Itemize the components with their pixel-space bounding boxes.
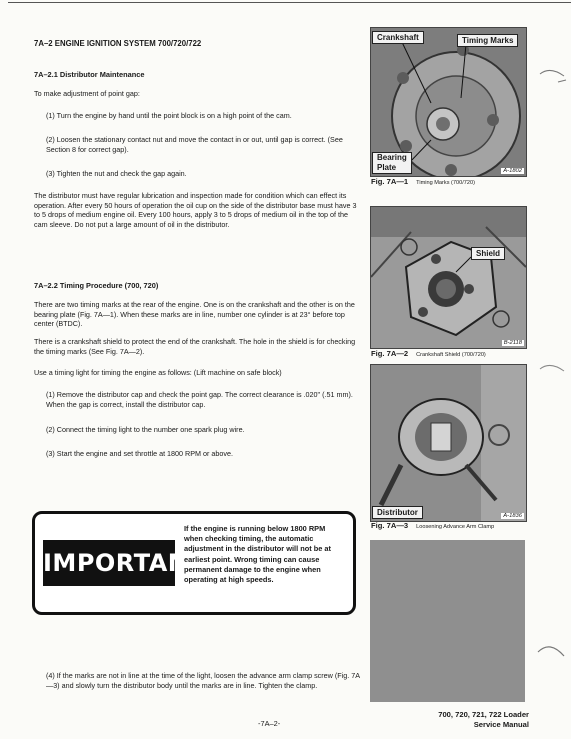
timing-step-3: (3) Start the engine and set throttle at 1800 RPM or above. bbox=[46, 449, 233, 458]
important-notice-box bbox=[32, 511, 356, 615]
paragraph-lubrication: The distributor must have regular lubrication and inspection made for condition which can effect its operation. After every 50 hours of operation the oil cup on the side of the distributor base must have 3 to 5 drops of medium engine oil. Every 100 hours, apply 3 to 5 drops of medium oil in the top of the cam sleeve. Do not put a large amount of oil in the distributor. bbox=[34, 191, 357, 229]
callout-crankshaft: Crankshaft bbox=[372, 31, 424, 44]
figure-2-label: Fig. 7A—2 bbox=[371, 349, 409, 358]
section-heading-distributor-maintenance: 7A–2.1 Distributor Maintenance bbox=[34, 70, 145, 79]
footer-models: 700, 720, 721, 722 Loader bbox=[438, 710, 529, 719]
page-number: -7A–2- bbox=[258, 719, 281, 728]
paragraph-timing-light: Use a timing light for timing the engine as follows: (Lift machine on safe block) bbox=[34, 368, 282, 377]
figure-3-photo bbox=[370, 364, 527, 522]
step-3: (3) Tighten the nut and check the gap again. bbox=[46, 169, 187, 178]
page-header-title: 7A–2 ENGINE IGNITION SYSTEM 700/720/722 bbox=[34, 39, 202, 48]
important-text: If the engine is running below 1800 RPM when checking timing, the automatic adjustment in the distributor will not be at earliest point. Wrong timing can cause permanent damage to the engine when operating at high speeds. bbox=[184, 524, 331, 585]
figure-3-label: Fig. 7A—3 bbox=[371, 521, 409, 530]
section-heading-timing-procedure: 7A–2.2 Timing Procedure (700, 720) bbox=[34, 281, 159, 290]
callout-bearing-line2: Plate bbox=[377, 163, 397, 172]
step-1: (1) Turn the engine by hand until the point block is on a high point of the cam. bbox=[46, 111, 292, 120]
paragraph-crankshaft-shield: There is a crankshaft shield to protect the end of the crankshaft. The hole in the shield is for checking the timing marks (See Fig. 7A—2). bbox=[34, 337, 356, 356]
distributor-image bbox=[371, 365, 526, 521]
timing-step-1: (1) Remove the distributor cap and check the point gap. The correct clearance is .020" (.51 mm). When the gap is correct, install the distributor cap. bbox=[46, 390, 353, 409]
figure-2-photo bbox=[370, 206, 527, 349]
top-rule bbox=[8, 2, 571, 3]
figure-1-label: Fig. 7A—1 bbox=[371, 177, 409, 186]
figure-3-ref: A-1836 bbox=[503, 513, 522, 519]
timing-step-4: (4) If the marks are not in line at the time of the light, loosen the advance arm clamp screw (Fig. 7A—3) and slowly turn the distributor body until the marks are in line. Tighten the clamp. bbox=[46, 671, 360, 690]
crankshaft-shield-image bbox=[371, 207, 526, 348]
step-2: (2) Loosen the stationary contact nut and move the contact in or out, until gap is correct. (See Section 8 for correct gap). bbox=[46, 135, 343, 154]
margin-mark-icon-3 bbox=[536, 638, 568, 664]
callout-timing-marks: Timing Marks bbox=[457, 34, 518, 47]
figure-1-subcaption: Timing Marks (700/720) bbox=[416, 180, 475, 186]
footer-manual-title: Service Manual bbox=[473, 720, 529, 729]
footer-manual-info bbox=[404, 710, 529, 730]
figure-1-photo bbox=[370, 27, 527, 177]
figure-2-caption bbox=[371, 349, 486, 358]
figure-1-caption bbox=[371, 177, 475, 186]
figure-3-caption bbox=[371, 521, 494, 530]
figure-1-ref: A-1802 bbox=[503, 168, 522, 174]
callout-shield: Shield bbox=[471, 247, 505, 260]
callout-distributor: Distributor bbox=[372, 506, 423, 519]
paragraph-timing-marks: There are two timing marks at the rear of the engine. One is on the crankshaft and the other is on the bearing plate (Fig. 7A—1). When these marks are in line, number one cylinder is at 23° before top center (BTDC). bbox=[34, 300, 355, 329]
figure-2-ref: B-2118 bbox=[503, 340, 522, 346]
important-label: IMPORTANT bbox=[43, 540, 175, 586]
callout-bearing-line1: Bearing bbox=[377, 153, 407, 162]
blank-photo-area bbox=[370, 540, 525, 702]
paragraph-intro: To make adjustment of point gap: bbox=[34, 89, 140, 98]
figure-3-subcaption: Loosening Advance Arm Clamp bbox=[416, 524, 495, 530]
timing-step-2: (2) Connect the timing light to the number one spark plug wire. bbox=[46, 425, 245, 434]
margin-mark-icon bbox=[538, 60, 568, 90]
figure-2-subcaption: Crankshaft Shield (700/720) bbox=[416, 352, 486, 358]
margin-mark-icon-2 bbox=[538, 355, 568, 385]
callout-bearing-plate bbox=[372, 152, 412, 174]
